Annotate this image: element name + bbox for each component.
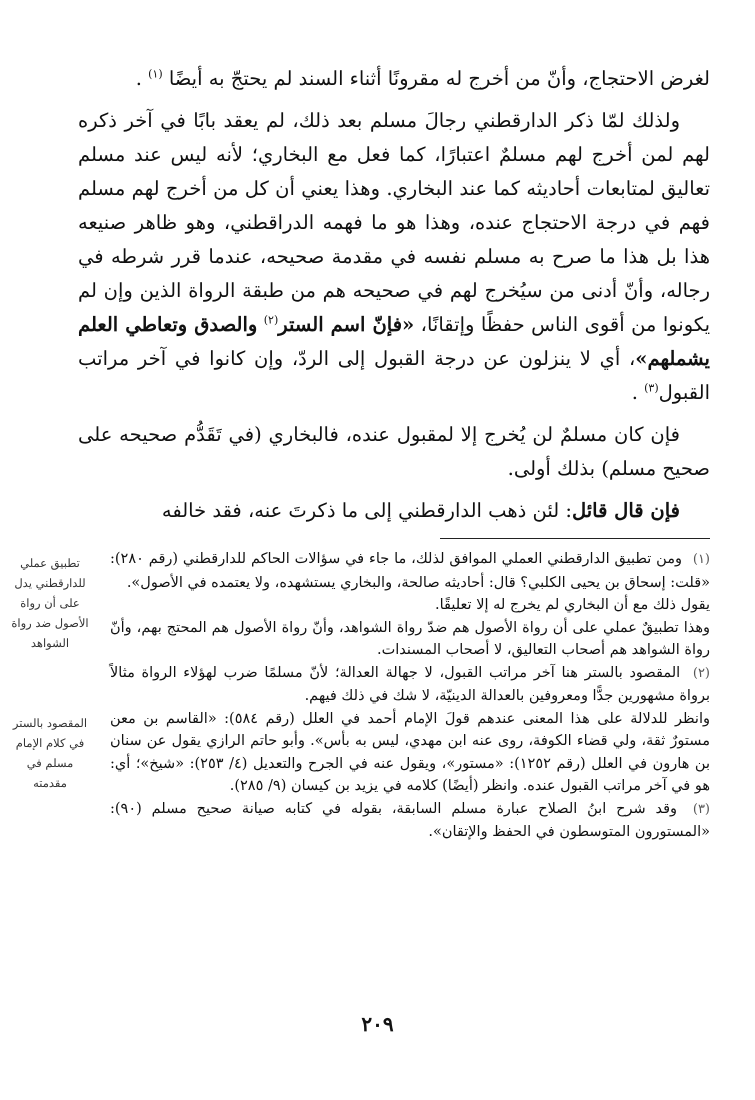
footnote-3-text: وقد شرح ابنُ الصلاح عبارة مسلم السابقة، بقوله في كتابه صيانة صحيح مسلم (٩٠): «المستورون المتوسطون في الحفظ والإتقان». (110, 800, 710, 840)
page-number: ٢٠٩ (361, 1012, 394, 1036)
margin-note-2: المقصود بالستر في كلام الإمام مسلم في مقدمته (12, 716, 88, 790)
paragraph-2-tail: ، أي لا ينزلون عن درجة القبول إلى الردّ، وإن كانوا في آخر مراتب القبول (78, 347, 710, 404)
footnote-2 (110, 662, 710, 708)
footnote-ref-2: (٢) (263, 313, 279, 327)
footnotes (110, 548, 710, 844)
paragraph-1 (78, 62, 710, 96)
paragraph-2 (78, 104, 710, 410)
footnote-1-line-3: وهذا تطبيقٌ عملي على أن رواة الأصول هم ضدّ رواة الشواهد، وأنّ رواة الأصول هم المحتج بهم، وأنّ رواة الشواهد هم أصحاب التعاليق، لا أصحاب المسندات. (110, 619, 710, 658)
paragraph-4 (78, 494, 710, 528)
footnote-1-text: ومن تطبيق الدارقطني العملي الموافق لذلك، ما جاء في سؤالات الحاكم للدارقطني (رقم ٢٨٠): «قلت: إسحاق بن يحيى الكلبي؟ قال: أحاديثه صالحة، والبخاري يستشهده، ولا يعتمده في الأصول». (110, 551, 710, 591)
footnote-1-number: (١) (692, 552, 710, 567)
footnote-ref-3: (٣) (644, 381, 659, 395)
footnote-3 (110, 798, 710, 844)
paragraph-4-bold: فإن قال قائل (571, 499, 680, 522)
footnote-2-number: (٢) (692, 665, 710, 681)
margin-note-1: تطبيق عملي للدارقطني يدل على أن رواة الأصول ضد رواة الشواهد (11, 556, 89, 650)
paragraph-2-text: ولذلك لمّا ذكر الدارقطني رجالَ مسلم بعد ذلك، لم يعقد بابًا في آخر ذكره لهم لمن أخرج لهم مسلمٌ اعتبارًا، كما فعل مع البخاري؛ لأنه ليس عند مسلم تعاليق لمتابعات أحاديثه كما عند البخاري. وهذا يعني أن كل من أخرج لهم مسلم فهم في درجة الاحتجاج عنده، وهذا هو ما فهمه الدراقطني، وهو ظاهر صنيعه هذا بل هذا ما صرح به مسلم نفسه في مقدمة صحيحه، عندما قرر شرطه في رجاله، وأنّ أدنى من سيُخرج لهم في صحيحه هم من طبقة الرواة الذين وإن لم يكونوا من أقوى الناس حفظًا وإتقانًا، (78, 109, 711, 336)
footnote-1 (110, 548, 710, 594)
quote-part-1: «فإنّ اسم الستر (278, 313, 415, 336)
paragraph-1-end: . (135, 67, 142, 90)
footnote-ref-1: (١) (148, 67, 163, 81)
footnote-separator (440, 538, 710, 539)
footnote-2-text: المقصود بالستر هنا آخر مراتب القبول، لا جهالة العدالة؛ لأنّ مسلمًا ضرب لهؤلاء الرواة مثالاً برواة مشهورين جدًّا ومعروفين بالعدالة الدينيّة، لا شك في ذلك فيهم. (110, 664, 710, 704)
paragraph-1-text: لغرض الاحتجاج، وأنّ من أخرج له مقرونًا أثناء السند لم يحتجّ به أيضًا (168, 67, 710, 90)
footnote-2-line-2: وانظر للدلالة على هذا المعنى عندهم قولَ الإمام أحمد في العلل (رقم ٥٨٤): «القاسم بن معن مستورٌ ثقة، ولي قضاء الكوفة، روى عنه ابن مهدي، ليس به بأس». وأبو حاتم الرازي يقول عن سنان بن هارون في العلل (رقم ١٢٥٢): «مستور»، ويقول عنه في الجرح والتعديل (٤/ ٢٥٣): «شيخ»؛ أي: هو في آخر مراتب القبول عنده. وانظر (أيضًا) كلامه في يزيد بن كيسان (٩/ ٢٨٥). (110, 710, 710, 794)
paragraph-3: فإن كان مسلمٌ لن يُخرج إلا لمقبول عنده، فالبخاري (في تَقَدُّم صحيحه على صحيح مسلم) بذلك أولى. (78, 423, 710, 480)
footnote-1-line-2: يقول ذلك مع أن البخاري لم يخرج له إلا تعليقًا. (435, 597, 710, 613)
quote-part-2: والصدق وتعاطي العلم يشملهم» (78, 313, 710, 370)
paragraph-2-end: . (631, 381, 638, 404)
footnote-3-number: (٣) (692, 801, 710, 817)
paragraph-4-rest: : لئن ذهب الدارقطني إلى ما ذكرتَ عنه، فقد خالفه (161, 499, 572, 522)
main-text (78, 62, 710, 528)
